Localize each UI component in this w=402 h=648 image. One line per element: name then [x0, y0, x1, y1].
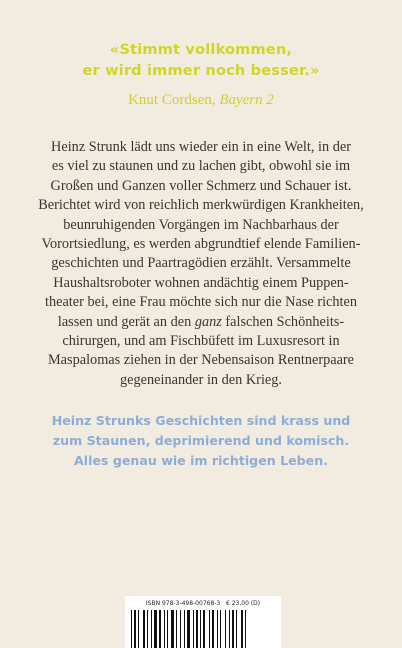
barcode-stripe — [167, 610, 168, 648]
description-text — [0, 138, 402, 390]
isbn-price-line — [125, 600, 281, 608]
body-line: theater bei, eine Frau möchte sich nur die Nase richten — [44, 294, 358, 311]
barcode-stripe — [193, 610, 194, 648]
barcode-stripe — [176, 610, 177, 648]
barcode-block — [125, 596, 281, 648]
barcode-stripe — [220, 610, 221, 648]
body-line: Großen und Ganzen voller Schmerz und Schauer ist. — [50, 177, 352, 194]
barcode-stripe — [134, 610, 136, 648]
barcode-stripe — [217, 610, 218, 648]
barcode-stripe — [196, 610, 198, 648]
quote-attribution — [0, 91, 402, 109]
barcode-stripe — [180, 610, 181, 648]
attribution-source: Bayern 2 — [219, 92, 274, 108]
body-line: Maspalomas ziehen in der Nebensaison Rentnerpaare — [47, 352, 355, 369]
barcode-stripe — [236, 610, 237, 648]
barcode-stripe — [147, 610, 148, 648]
barcode-stripe — [203, 610, 205, 648]
body-line: Berichtet wird von reichlich merkwürdigen Krankheiten, — [38, 197, 364, 214]
barcode-stripe — [229, 610, 230, 648]
barcode-stripe — [212, 610, 214, 648]
barcode-stripe — [200, 610, 201, 648]
barcode-stripe — [184, 610, 185, 648]
blurb-line-2: zum Staunen, deprimierend und komisch. — [52, 433, 350, 448]
body-line-part: falschen Schönheits- — [221, 313, 345, 330]
barcode-stripe — [131, 610, 132, 648]
body-line: Haushaltsroboter wohnen andächtig einem Puppen- — [53, 274, 349, 291]
barcode-stripe — [151, 610, 152, 648]
barcode-stripe — [154, 610, 157, 648]
body-line: chirurgen, und am Fischbüfett im Luxusresort in — [62, 333, 340, 350]
press-quote — [0, 40, 402, 82]
quote-line-1: «Stimmt vollkommen, — [109, 42, 293, 58]
price-label: € 23,00 (D) — [226, 600, 261, 607]
barcode-stripe — [171, 610, 174, 648]
body-line: es viel zu staunen und zu lachen gibt, obwohl sie im — [51, 158, 351, 175]
barcode-stripe — [209, 610, 210, 648]
barcode-stripe — [241, 610, 243, 648]
body-line — [0, 313, 402, 332]
barcode-stripe — [187, 610, 190, 648]
barcode-stripe — [143, 610, 145, 648]
body-line: Vorortsiedlung, es werden abgrundtief elende Familien- — [41, 236, 361, 253]
barcode-stripe — [245, 610, 246, 648]
body-line: beunruhigenden Vorgängen im Nachbarhaus der — [63, 216, 339, 233]
barcode-stripe — [159, 610, 161, 648]
barcode-stripe — [138, 610, 139, 648]
quote-line-2: er wird immer noch besser.» — [82, 63, 320, 79]
highlight-blurb — [0, 411, 402, 471]
body-line: gegeneinander in den Krieg. — [120, 371, 282, 388]
body-line-part: lassen und gerät an den — [57, 313, 195, 330]
isbn-label: ISBN 978-3-498-00768-3 — [145, 600, 221, 607]
body-line: geschichten und Paartragödien erzählt. Versammelte — [51, 255, 351, 272]
barcode-stripe — [164, 610, 165, 648]
blurb-line-1: Heinz Strunks Geschichten sind krass und — [51, 413, 351, 428]
barcode-stripe — [232, 610, 234, 648]
body-line: Heinz Strunk lädt uns wieder ein in eine Welt, in der — [51, 139, 351, 155]
barcode-stripe — [225, 610, 226, 648]
emphasized-word: ganz — [194, 313, 222, 330]
attribution-name: Knut Cordsen, — [128, 92, 216, 108]
barcode-icon — [131, 610, 275, 648]
blurb-line-3: Alles genau wie im richtigen Leben. — [74, 453, 328, 468]
